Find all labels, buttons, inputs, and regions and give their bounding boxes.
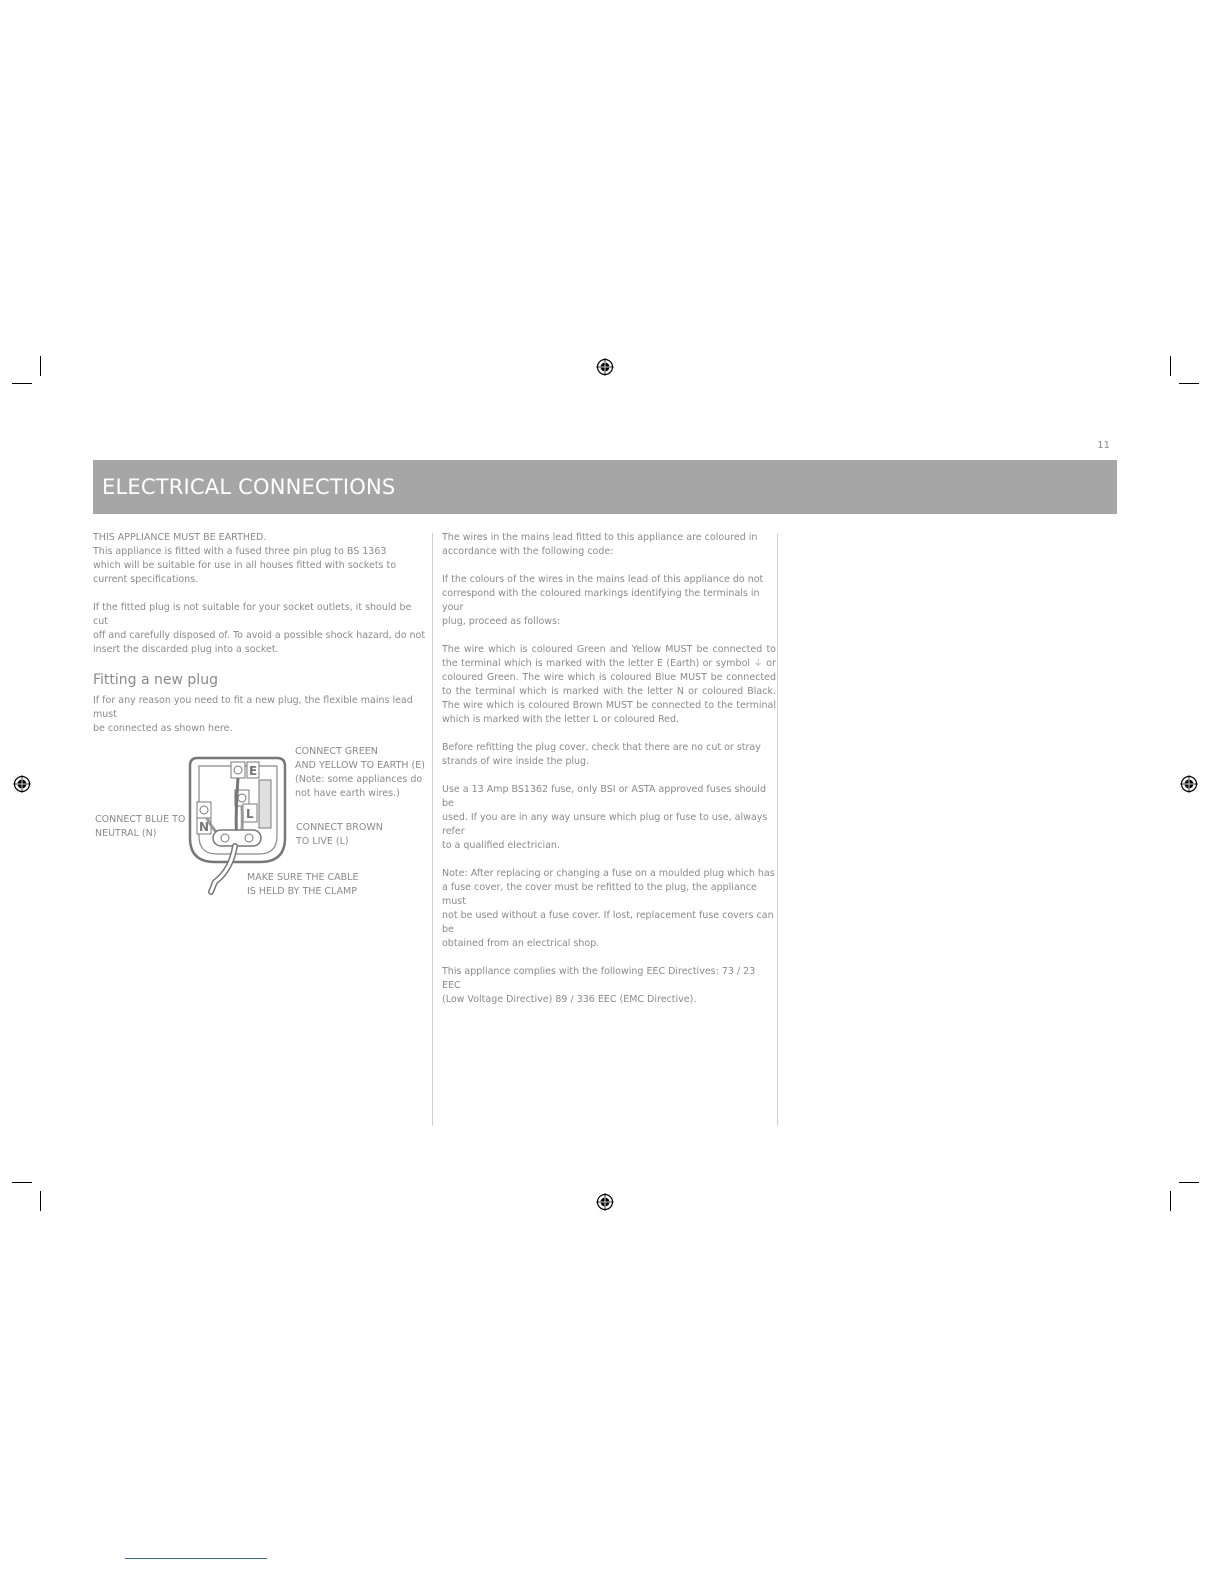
column-divider <box>432 533 433 1126</box>
label-connect-green: CONNECT GREEN AND YELLOW TO EARTH (E) (Note: some appliances do not have earth wires.) <box>295 746 425 799</box>
terminal-n-label: N <box>199 820 210 834</box>
earthing-heading: THIS APPLIANCE MUST BE EARTHED. <box>93 532 267 543</box>
registration-mark-icon <box>596 358 614 376</box>
right-column <box>442 531 776 1021</box>
label-connect-brown: CONNECT BROWN TO LIVE (L) <box>296 822 383 847</box>
earthing-paragraph: This appliance is fitted with a fused three pin plug to BS 1363 which will be suitable for use in all houses fitted with sockets to current specifications. <box>93 546 397 585</box>
label-connect-blue: CONNECT BLUE TO NEUTRAL (N) <box>95 814 186 839</box>
terminal-e-label: E <box>249 764 258 778</box>
crop-mark <box>40 356 41 376</box>
wire-connection-paragraph: The wire which is coloured Green and Yellow MUST be connected to the terminal which is marked with the letter E (Earth) or symbol ⏚ or coloured Green. The wire which is coloured Blue MUST be connected to the terminal which is marked with the letter N or coloured Black. The wire which is coloured Brown MUST be connected to the terminal which is marked with the letter L or coloured Red. <box>442 644 776 725</box>
registration-mark-icon <box>596 1193 614 1211</box>
link-underline[interactable] <box>125 1558 267 1559</box>
plug-cover-paragraph: Before refitting the plug cover, check that there are no cut or stray strands of wire inside the plug. <box>442 742 761 767</box>
crop-mark <box>12 1182 32 1183</box>
crop-mark <box>12 383 32 384</box>
fuse-cover-note-paragraph: Note: After replacing or changing a fuse on a moulded plug which has a fuse cover, the cover must be refitted to the plug, the appliance must not be used without a fuse cover. If lost, replacement fuse covers can be obtained from an electrical shop. <box>442 868 775 949</box>
crop-mark <box>1179 383 1199 384</box>
section-title: ELECTRICAL CONNECTIONS <box>102 475 396 499</box>
fuse-paragraph: Use a 13 Amp BS1362 fuse, only BSI or ASTA approved fuses should be used. If you are in any way unsure which plug or fuse to use, always refer to a qualified electrician. <box>442 784 768 851</box>
crop-mark <box>1170 356 1171 376</box>
crop-mark <box>1179 1182 1199 1183</box>
crop-mark <box>40 1191 41 1211</box>
registration-mark-icon <box>13 775 31 793</box>
plug-disposal-paragraph: If the fitted plug is not suitable for your socket outlets, it should be cut off and carefully disposed of. To avoid a possible shock hazard, do not insert the discarded plug into a socket. <box>93 602 426 655</box>
section-banner <box>93 460 1117 514</box>
wire-colour-paragraph: The wires in the mains lead fitted to this appliance are coloured in accordance with the following code: <box>442 532 758 557</box>
left-column <box>93 531 427 750</box>
page-number: 11 <box>1097 440 1110 451</box>
terminal-l-label: L <box>246 807 254 821</box>
colour-mismatch-paragraph: If the colours of the wires in the mains lead of this appliance do not correspond with the coloured markings identifying the terminals in your plug, proceed as follows: <box>442 574 764 627</box>
fitting-plug-subheading: Fitting a new plug <box>93 672 218 688</box>
registration-mark-icon <box>1180 775 1198 793</box>
crop-mark <box>1170 1191 1171 1211</box>
fitting-plug-paragraph: If for any reason you need to fit a new plug, the flexible mains lead must be connected as shown here. <box>93 695 413 734</box>
eec-directives-paragraph: This appliance complies with the following EEC Directives: 73 / 23 EEC (Low Voltage Directive) 89 / 336 EEC (EMC Directive). <box>442 966 756 1005</box>
column-divider <box>777 533 778 1126</box>
label-cable-clamp: MAKE SURE THE CABLE IS HELD BY THE CLAMP <box>247 872 359 897</box>
